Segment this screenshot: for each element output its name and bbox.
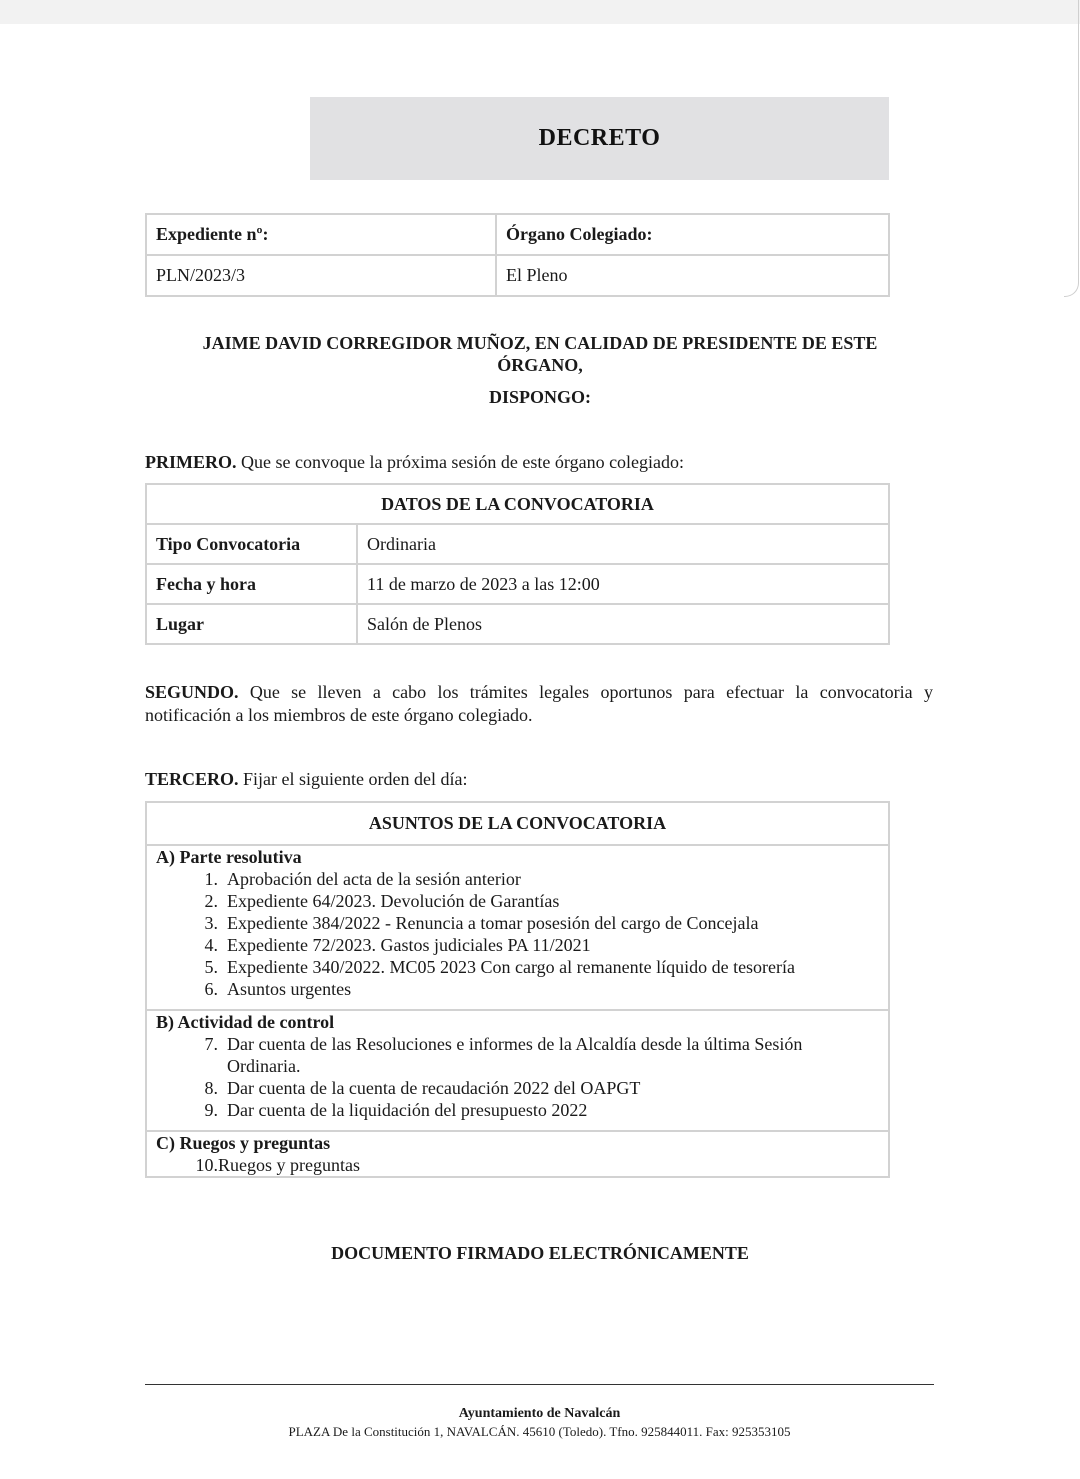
firmado-notice: DOCUMENTO FIRMADO ELECTRÓNICAMENTE [331,1243,749,1263]
viewer-scroll-edge[interactable] [1064,0,1079,297]
item-text: Ruegos y preguntas [218,1155,360,1175]
item-number: 7. [204,1034,218,1054]
item-number: 8. [204,1078,218,1098]
item-text: Aprobación del acta de la sesión anterior [227,869,521,889]
section-title-parte-resolutiva: A) Parte resolutiva [156,847,302,867]
tercero-paragraph [145,768,933,791]
expediente-value: PLN/2023/3 [146,255,496,296]
organo-label: Órgano Colegiado: [496,214,889,255]
tipo-convocatoria-value: Ordinaria [357,524,889,564]
item-text: Expediente 64/2023. Devolución de Garantías [227,891,560,911]
item-text: Dar cuenta de las Resoluciones e informes de la Alcaldía desde la última Sesión Ordinaria. [227,1034,803,1076]
item-text: Expediente 340/2022. MC05 2023 Con cargo al remanente líquido de tesorería [227,957,796,977]
tercero-text: Fijar el siguiente orden del día: [238,769,468,789]
expediente-label: Expediente nº: [146,214,496,255]
item-number: 3. [204,913,218,933]
segundo-paragraph-line-1 [145,681,933,704]
item-number: 1. [204,869,218,889]
footer-address: PLAZA De la Constitución 1, NAVALCÁN. 45610 (Toledo). Tfno. 925844011. Fax: 925353105 [288,1424,791,1439]
item-number: 2. [204,891,218,911]
convocatoria-heading: DATOS DE LA CONVOCATORIA [146,484,889,524]
section-title-actividad-control: B) Actividad de control [156,1012,335,1032]
list-item [156,1154,879,1176]
item-number: 6. [204,979,218,999]
presidente-heading [145,332,935,408]
list-item [156,1099,879,1121]
lugar-label: Lugar [146,604,357,644]
presidente-line-2: ÓRGANO, [497,355,583,375]
asuntos-table [145,801,890,1178]
item-number: 4. [204,935,218,955]
table-row [146,604,889,644]
item-text: Expediente 384/2022 - Renuncia a tomar posesión del cargo de Concejala [227,913,759,933]
list-item [156,1077,879,1099]
tipo-convocatoria-label: Tipo Convocatoria [146,524,357,564]
fecha-hora-value: 11 de marzo de 2023 a las 12:00 [357,564,889,604]
viewer-top-bar [0,0,1080,24]
item-text: Asuntos urgentes [227,979,352,999]
asuntos-heading: ASUNTOS DE LA CONVOCATORIA [146,802,889,845]
item-text: Expediente 72/2023. Gastos judiciales PA 11/2021 [227,935,591,955]
expediente-table [145,213,890,297]
item-number: 5. [204,957,218,977]
section-title-ruegos-preguntas: C) Ruegos y preguntas [156,1133,331,1153]
list-item [156,1033,879,1077]
footer-organization: Ayuntamiento de Navalcán [458,1406,621,1421]
list-item [156,912,879,934]
list-item [156,934,879,956]
presidente-line-1: JAIME DAVID CORREGIDOR MUÑOZ, EN CALIDAD DE PRESIDENTE DE ESTE [202,333,878,353]
section-row [146,1131,889,1177]
document-title-box [310,97,889,180]
item-number: 10. [195,1155,218,1175]
segundo-label: SEGUNDO. [145,682,239,702]
dispongo-heading: DISPONGO: [488,387,591,407]
list-item [156,978,879,1000]
segundo-text-2: notificación a los miembros de este órgano colegiado. [145,705,533,725]
list-item [156,868,879,890]
organo-value: El Pleno [496,255,889,296]
lugar-value: Salón de Plenos [357,604,889,644]
item-number: 9. [204,1100,218,1120]
list-item [156,956,879,978]
footer-divider [145,1384,934,1385]
table-row [146,524,889,564]
item-text: Dar cuenta de la cuenta de recaudación 2022 del OAPGT [227,1078,641,1098]
tercero-label: TERCERO. [145,769,239,789]
item-text: Dar cuenta de la liquidación del presupuesto 2022 [227,1100,588,1120]
section-row [146,845,889,1010]
primero-text: Que se convoque la próxima sesión de este órgano colegiado: [236,452,685,472]
document-title: DECRETO [538,125,661,151]
primero-label: PRIMERO. [145,452,237,472]
convocatoria-table [145,483,890,645]
section-row [146,1010,889,1131]
primero-paragraph [145,451,933,474]
segundo-text-1: Que se lleven a cabo los trámites legales oportunos para efectuar la convocatoria y [238,682,933,702]
fecha-hora-label: Fecha y hora [146,564,357,604]
list-item [156,890,879,912]
table-row [146,564,889,604]
